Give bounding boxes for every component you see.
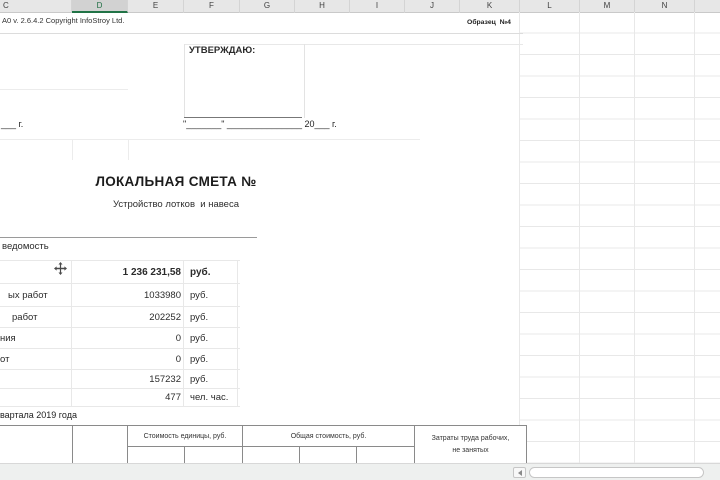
summary-row	[0, 328, 240, 349]
gridline	[304, 44, 305, 118]
summary-unit-cell[interactable]: руб.	[184, 284, 238, 306]
summary-row	[0, 261, 240, 284]
gridline	[72, 139, 73, 160]
estimate-title[interactable]: ЛОКАЛЬНАЯ СМЕТА №	[95, 174, 257, 189]
summary-row	[0, 307, 240, 328]
approval-label[interactable]: УТВЕРЖДАЮ:	[189, 45, 256, 56]
summary-value-cell[interactable]: 1033980	[72, 284, 184, 306]
summary-unit-cell[interactable]: чел. час.	[184, 389, 238, 406]
detail-subcell[interactable]	[300, 447, 358, 463]
gridline	[184, 44, 185, 118]
detail-table-header	[0, 425, 527, 463]
summary-value-cell[interactable]: 0	[72, 349, 184, 369]
labor-header-line2: не занятых	[452, 446, 489, 454]
summary-label-cell[interactable]	[0, 389, 72, 406]
detail-subcell[interactable]	[357, 447, 414, 463]
summary-value-cell[interactable]: 1 236 231,58	[72, 261, 184, 283]
summary-row	[0, 389, 240, 407]
section-border	[0, 237, 257, 238]
labor-header-line1: Затраты труда рабочих,	[431, 434, 510, 442]
summary-value-cell[interactable]: 157232	[72, 370, 184, 388]
sample-number-label[interactable]: Образец №4	[467, 19, 511, 26]
approval-date-blank[interactable]: "_______" _______________ 20___ г.	[183, 119, 337, 129]
gridline	[519, 12, 520, 463]
summary-value-cell[interactable]: 477	[72, 389, 184, 406]
column-header-i[interactable]: I	[350, 0, 405, 13]
gridline	[0, 89, 128, 90]
summary-unit-cell[interactable]: руб.	[184, 261, 238, 283]
scroll-left-button[interactable]	[513, 467, 526, 478]
summary-label-cell[interactable]: ых работ	[0, 284, 72, 306]
gridline	[128, 139, 129, 160]
summary-label-cell[interactable]	[0, 370, 72, 388]
column-header-k[interactable]: K	[460, 0, 520, 13]
column-header-f[interactable]: F	[184, 0, 240, 13]
unit-cost-header: Стоимость единицы, руб.	[143, 432, 227, 440]
summary-row	[0, 349, 240, 370]
column-header-n[interactable]: N	[635, 0, 695, 13]
gridline	[634, 12, 635, 463]
summary-value-cell[interactable]: 0	[72, 328, 184, 348]
summary-unit-cell[interactable]: руб.	[184, 370, 238, 388]
column-header-e[interactable]: E	[128, 0, 184, 13]
detail-subcell[interactable]	[243, 447, 300, 463]
detail-col-labor[interactable]	[415, 426, 527, 463]
column-header-h[interactable]: H	[295, 0, 350, 13]
summary-row	[0, 284, 240, 307]
gridlines-right-region	[520, 12, 720, 463]
gridline	[0, 139, 420, 140]
vedomost-fragment[interactable]: ведомость	[2, 241, 49, 252]
gridline	[694, 12, 695, 463]
summary-unit-cell[interactable]: руб.	[184, 307, 238, 327]
gridline	[0, 33, 523, 34]
horizontal-scrollbar-track[interactable]	[0, 463, 720, 480]
total-cost-header: Общая стоимость, руб.	[290, 432, 367, 440]
detail-subcell[interactable]	[128, 447, 185, 463]
app-copyright: A0 v. 2.6.4.2 Copyright InfoStroy Ltd.	[2, 16, 125, 25]
column-header-m[interactable]: M	[580, 0, 635, 13]
left-date-fragment: ___ г.	[1, 119, 24, 129]
summary-unit-cell[interactable]: руб.	[184, 349, 238, 369]
gridline	[579, 12, 580, 463]
summary-totals-table	[0, 260, 240, 407]
scroll-left-arrow-icon	[518, 470, 522, 476]
summary-label-cell[interactable]: от	[0, 349, 72, 369]
column-header-c[interactable]: C	[0, 0, 72, 13]
estimate-subject[interactable]: Устройство лотков и навеса	[112, 199, 240, 210]
detail-col-total-cost[interactable]	[243, 426, 415, 463]
column-header-j[interactable]: J	[405, 0, 460, 13]
summary-value-cell[interactable]: 202252	[72, 307, 184, 327]
column-header-d-selected[interactable]: D	[72, 0, 128, 13]
column-header-l[interactable]: L	[520, 0, 580, 13]
summary-label-cell[interactable]: работ	[0, 307, 72, 327]
summary-row	[0, 370, 240, 389]
detail-col-unit-cost[interactable]	[128, 426, 243, 463]
signature-line	[184, 117, 302, 118]
detail-col-1[interactable]	[0, 426, 73, 463]
summary-label-cell[interactable]: ния	[0, 328, 72, 348]
period-fragment[interactable]: вартала 2019 года	[0, 410, 77, 420]
detail-subcell[interactable]	[185, 447, 242, 463]
summary-unit-cell[interactable]: руб.	[184, 328, 238, 348]
column-header-g[interactable]: G	[240, 0, 295, 13]
horizontal-scrollbar-thumb[interactable]	[529, 467, 704, 478]
detail-col-2[interactable]	[73, 426, 128, 463]
move-cursor-icon	[54, 262, 67, 275]
